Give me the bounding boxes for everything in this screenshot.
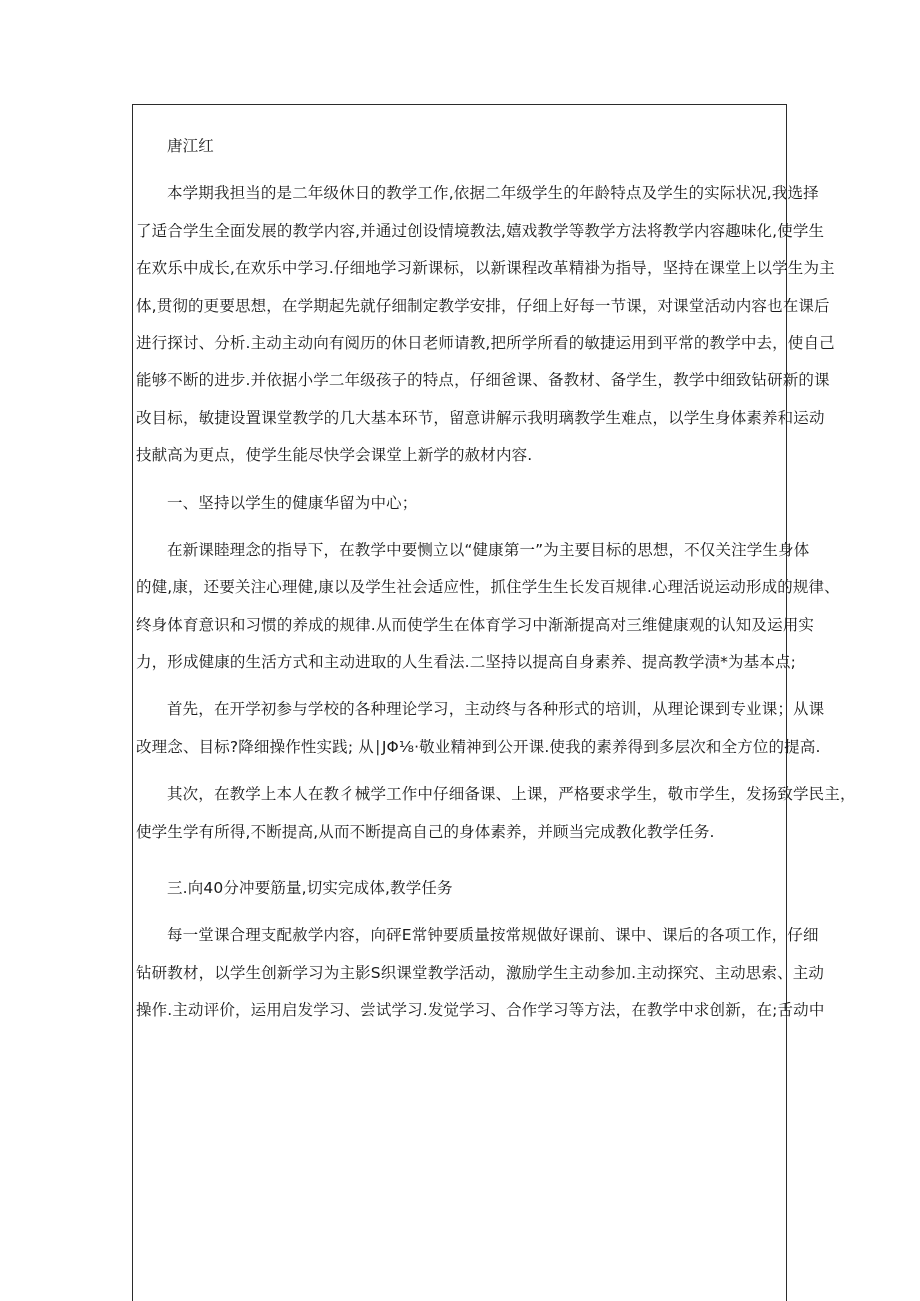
text-line: 在新课睦理念的指导下，在教学中要恻立以“健康第一”为主要目标的思想，不仅关注学生身体	[167, 540, 810, 559]
text-line: 使学生学有所得,不断提高,从而不断提高自己的身体素养，并顾当完成教化教学任务.	[136, 822, 715, 841]
text-line: 力，形成健康的生活方式和主动进取的人生看法.二坚持以提高自身素养、提高教学渍*为基本点;	[136, 653, 797, 672]
text-line: 技献高为更点，使学生能尽快学会课堂上新学的赦材内容.	[136, 446, 533, 465]
text-line: 体,贯彻的更要思想，在学期起先就仔细制定教学安排，仔细上好每一节课，对课堂活动内容也在课后	[136, 296, 830, 315]
text-line: 能够不断的进步.并依据小学二年级孩子的特点，仔细爸课、备教材、备学生，教学中细致钻研新的课	[136, 371, 830, 390]
section-heading-1: 一、坚持以学生的健康华留为中心；	[167, 493, 418, 512]
text-line: 改理念、目标?降细操作性实践; 从∣JΦ⅛·敬业精神到公开课.使我的素养得到多层次和全方位的提高.	[136, 737, 821, 756]
document-body	[136, 128, 856, 1030]
text-line: 本学期我担当的是二年级休日的教学工作,依据二年级学生的年龄特点及学生的实际状况,我选择	[167, 184, 819, 203]
text-line: 其次，在教学上本人在教彳械学工作中仔细备课、上课，严格要求学生，敬市学生，发扬致学民主，	[167, 785, 856, 804]
paragraph-intro	[136, 175, 835, 474]
text-line: 进行探讨、分析.主动主动向有阅历的休日老师请教,把所学所看的敏捷运用到平常的教学中去，使自己	[136, 333, 835, 352]
text-line: 改目标，敏捷设置课堂教学的几大基本环节，留意讲解示我明璃教学生难点，以学生身体素养和运动	[136, 408, 825, 427]
section-heading-3: 三.向40分冲要筋量,切实完成体,教学任务	[167, 879, 453, 898]
paragraph-second	[136, 776, 856, 851]
text-line: 钻研教材，以学生创新学习为主影S织课堂教学活动，激励学生主动参加.主动探究、主动思索、主动	[136, 963, 825, 982]
text-line: 每一堂课合理支配赦学内容，向砰E常钟要质量按常规做好课前、课中、课后的各项工作，仔细	[167, 926, 819, 945]
text-line: 的健,康，还要关注心理健,康以及学生社会适应性，抓住学生生长发百规律.心理活说运动形成的规律、	[136, 578, 840, 597]
author-name: 唐江红	[167, 137, 214, 155]
text-line: 终身体育意识和习惯的养成的规律.从而使学生在体育学习中渐渐提高对三维健康观的认知及运用实	[136, 615, 815, 634]
paragraph-third	[136, 917, 825, 1029]
text-line: 在欢乐中成长,在欢乐中学习.仔细地学习新课标，以新课程改革精褂为指导，坚持在课堂上以学生为主	[136, 259, 835, 278]
paragraph-first	[136, 691, 825, 766]
text-line: 了适合学生全面发展的教学内容,并通过创设情境教法,嬉戏教学等教学方法将教学内容趣味化,使学生	[136, 221, 825, 240]
text-line: 首先，在开学初参与学校的各种理论学习，主动终与各种形式的培训，从理论课到专业课；从课	[167, 700, 825, 719]
paragraph-health	[136, 532, 840, 682]
text-line: 操作.主动评价，运用启发学习、尝试学习.发觉学习、合作学习等方法，在教学中求创新，在;舌动中	[136, 1001, 825, 1020]
